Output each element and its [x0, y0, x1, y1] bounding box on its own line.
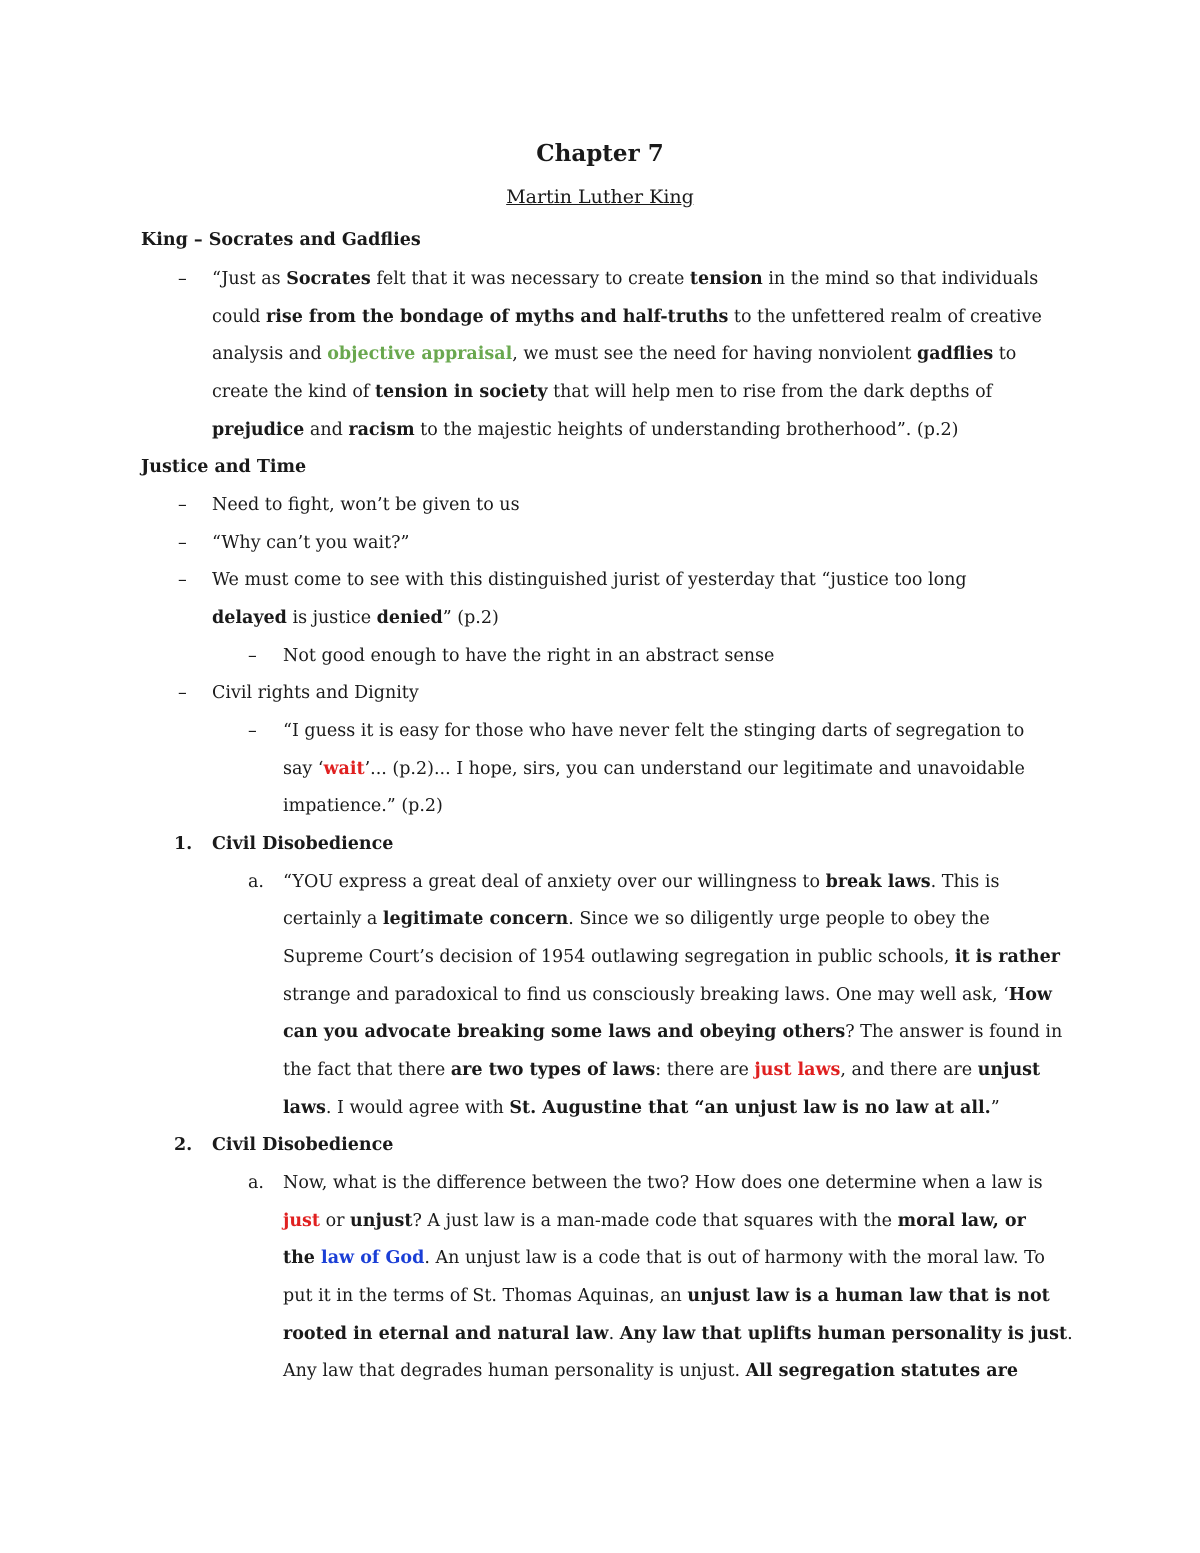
king-quote-line-1: “Just as Socrates felt that it was necessary to create tension in the mind so that individuals — [212, 269, 1039, 289]
dash-marker: – — [248, 721, 257, 741]
justice-bullet-4: Civil rights and Dignity — [212, 683, 419, 703]
list-letter: a. — [248, 872, 264, 892]
justice-sub-bullet-2-line-1: “I guess it is easy for those who have never felt the stinging darts of segregation to — [283, 721, 1025, 741]
dash-marker: – — [248, 646, 257, 666]
civil-1-line-3: Supreme Court’s decision of 1954 outlawing segregation in public schools, it is rather — [283, 947, 1060, 967]
justice-sub-bullet-2-line-3: impatience.” (p.2) — [283, 796, 443, 816]
civil-1-line-2: certainly a legitimate concern. Since we so diligently urge people to obey the — [283, 909, 990, 929]
civil-2-line-4: put it in the terms of St. Thomas Aquinas, an unjust law is a human law that is not — [283, 1286, 1050, 1306]
page-title: Chapter 7 — [536, 140, 664, 167]
list-number: 1. — [174, 834, 193, 854]
civil-1-line-4: strange and paradoxical to find us consciously breaking laws. One may well ask, ‘How — [283, 985, 1052, 1005]
justice-bullet-3-line-1: We must come to see with this distinguished jurist of yesterday that “justice too long — [212, 570, 967, 590]
civil-1-line-1: “YOU express a great deal of anxiety over our willingness to break laws. This is — [283, 872, 1000, 892]
section-heading-king: King – Socrates and Gadflies — [141, 230, 421, 250]
dash-marker: – — [178, 495, 187, 515]
section-heading-justice: Justice and Time — [141, 457, 307, 477]
civil-2-line-6: Any law that degrades human personality is unjust. All segregation statutes are — [283, 1361, 1018, 1381]
king-quote-line-4: create the kind of tension in society that will help men to rise from the dark depths of — [212, 382, 993, 402]
civil-2-line-2: just or unjust? A just law is a man-made code that squares with the moral law, or — [283, 1211, 1026, 1231]
list-letter: a. — [248, 1173, 264, 1193]
civil-1-heading: Civil Disobedience — [212, 834, 394, 854]
king-quote-line-3: analysis and objective appraisal, we must see the need for having nonviolent gadflies to — [212, 344, 1017, 364]
justice-sub-bullet-2-line-2: say ‘wait’... (p.2)... I hope, sirs, you can understand our legitimate and unavoidable — [283, 759, 1025, 779]
justice-sub-bullet-1: Not good enough to have the right in an abstract sense — [283, 646, 775, 666]
civil-2-line-5: rooted in eternal and natural law. Any law that uplifts human personality is just. — [283, 1324, 1073, 1344]
page-subtitle: Martin Luther King — [506, 186, 694, 208]
justice-bullet-2: “Why can’t you wait?” — [212, 533, 410, 553]
dash-marker: – — [178, 533, 187, 553]
justice-bullet-3-line-2: delayed is justice denied” (p.2) — [212, 608, 499, 628]
civil-2-line-1: Now, what is the difference between the two? How does one determine when a law is — [283, 1173, 1043, 1193]
dash-marker: – — [178, 269, 187, 289]
king-quote-line-2: could rise from the bondage of myths and half-truths to the unfettered realm of creative — [212, 307, 1042, 327]
dash-marker: – — [178, 570, 187, 590]
list-number: 2. — [174, 1135, 193, 1155]
civil-2-heading: Civil Disobedience — [212, 1135, 394, 1155]
justice-bullet-1: Need to fight, won’t be given to us — [212, 495, 520, 515]
civil-1-line-5: can you advocate breaking some laws and obeying others? The answer is found in — [283, 1022, 1063, 1042]
king-quote-line-5: prejudice and racism to the majestic heights of understanding brotherhood”. (p.2) — [212, 420, 959, 440]
civil-1-line-6: the fact that there are two types of laws: there are just laws, and there are unjust — [283, 1060, 1041, 1080]
dash-marker: – — [178, 683, 187, 703]
civil-1-line-7: laws. I would agree with St. Augustine that “an unjust law is no law at all.” — [283, 1098, 1000, 1118]
civil-2-line-3: the law of God. An unjust law is a code that is out of harmony with the moral law. To — [283, 1248, 1045, 1268]
